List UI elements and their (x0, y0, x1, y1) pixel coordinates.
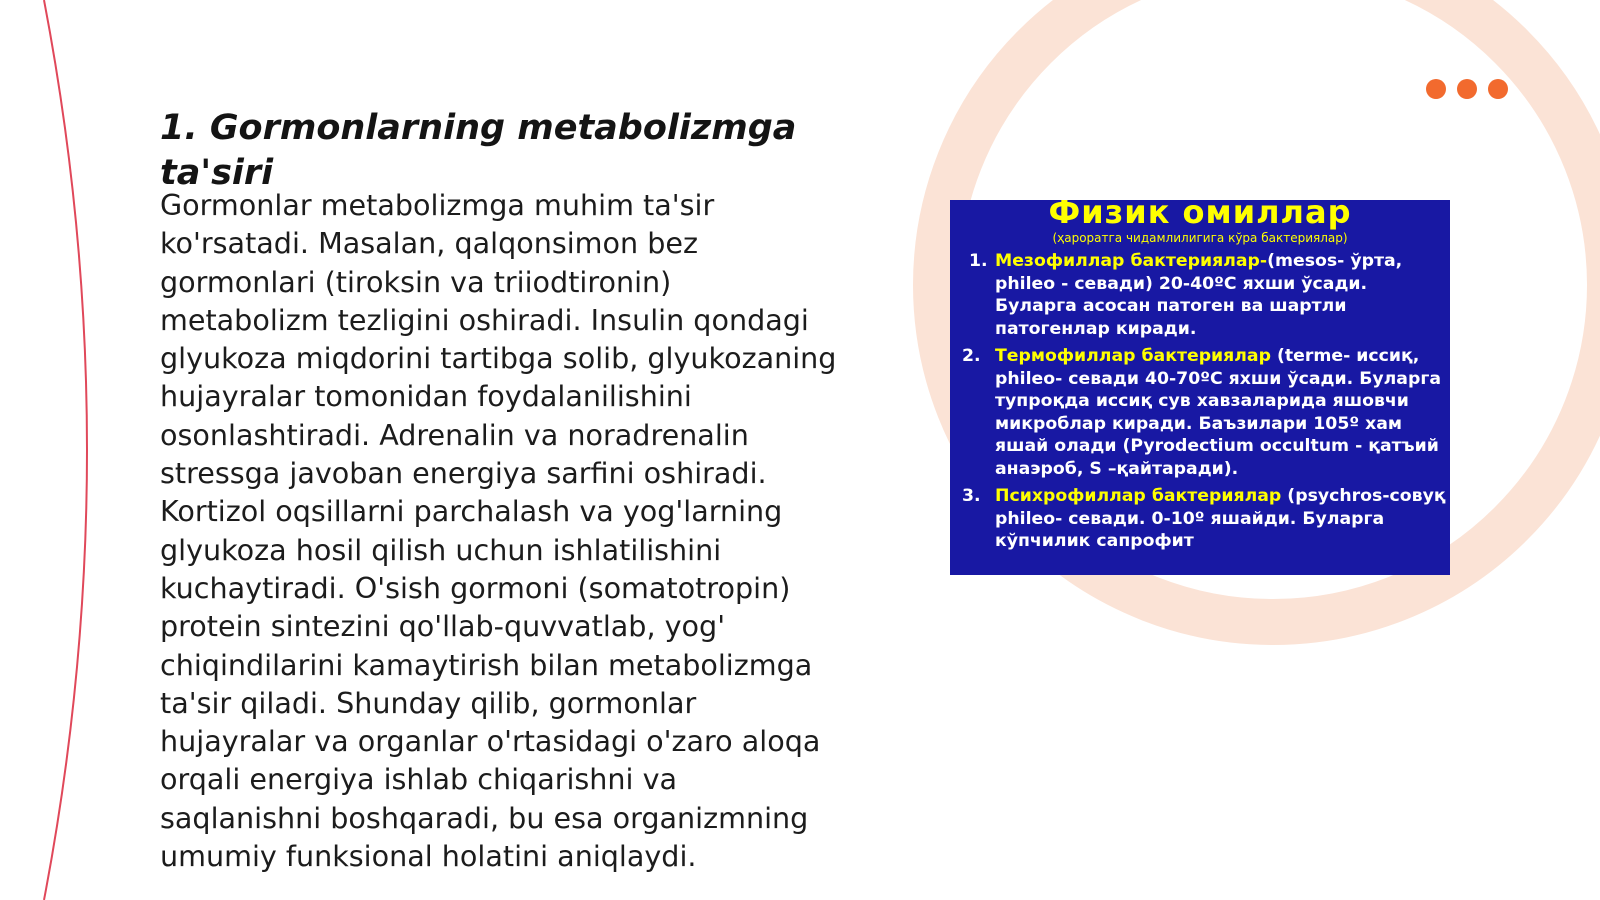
slide-body-text: Gormonlar metabolizmga muhim ta'sir ko'rsatadi. Masalan, qalqonsimon bez gormonlari (tiroksin va triiodtironin) metabolizm tezligini oshiradi. Insulin qondagi glyukoza miqdorini tartibga solib, glyukozaning hujayralar tomonidan foydalanilishini osonlashtiradi. Adrenalin va noradrenalin stressga javoban energiya sarfini oshiradi. Kortizol oqsillarni parchalash va yog'larning glyukoza hosil qilish uchun ishlatilishini kuchaytiradi. O'sish gormoni (somatotropin) protein sintezini qo'llab-quvvatlab, yog' chiqindilarini kamaytirish bilan metabolizmga ta'sir qiladi. Shunday qilib, gormonlar hujayralar va organlar o'rtasidagi o'zaro aloqa orqali energiya ishlab chiqarishni va saqlanishni boshqaradi, bu esa organizmning umumiy funksional holatini aniqlaydi. (160, 188, 837, 874)
list-item-heading: Термофиллар бактериялар (995, 346, 1271, 366)
decorative-left-arc (44, 0, 87, 900)
list-item-heading: Психрофиллар бактериялар (995, 486, 1282, 506)
image-list-item (950, 250, 1450, 340)
list-item-text: (mesos- ўрта, phileo - севади) 20-40ºС яхши ўсади. Буларга асосан патоген ва шартли патогенлар киради. (995, 251, 1403, 339)
list-item-text: (psychros-совуқ phileo- севади. 0-10º яшайди. Буларга кўпчилик сапрофит (995, 486, 1446, 551)
list-item-heading: Мезофиллар бактериялар- (995, 251, 1268, 271)
list-item-number: 1. (969, 251, 988, 271)
embedded-image (950, 200, 1450, 575)
slide-title: 1. Gormonlarning metabolizmga ta'siri (160, 108, 797, 193)
list-item-number: 3. (962, 486, 981, 506)
dot-icon (1457, 79, 1477, 99)
image-title: Физик омиллар (1048, 200, 1352, 231)
image-list-item (950, 485, 1450, 553)
dots-menu-icon (1426, 79, 1508, 99)
list-item-text: (terme- иссиқ, phileo- севади 40-70ºС яхши ўсади. Буларга тупроқда иссиқ сув хавзаларида яшовчи микроблар киради. Баъзилари 105º хам яшай олади (Pyrodectium occultum - қатъий анаэроб, S –қайтаради). (995, 346, 1442, 479)
dot-icon (1426, 79, 1446, 99)
image-list (950, 250, 1450, 553)
list-item-number: 2. (962, 346, 981, 366)
image-list-item (950, 345, 1450, 480)
dot-icon (1488, 79, 1508, 99)
image-subtitle: (ҳароратга чидамлилигига кўра бактериялар) (1052, 231, 1348, 245)
